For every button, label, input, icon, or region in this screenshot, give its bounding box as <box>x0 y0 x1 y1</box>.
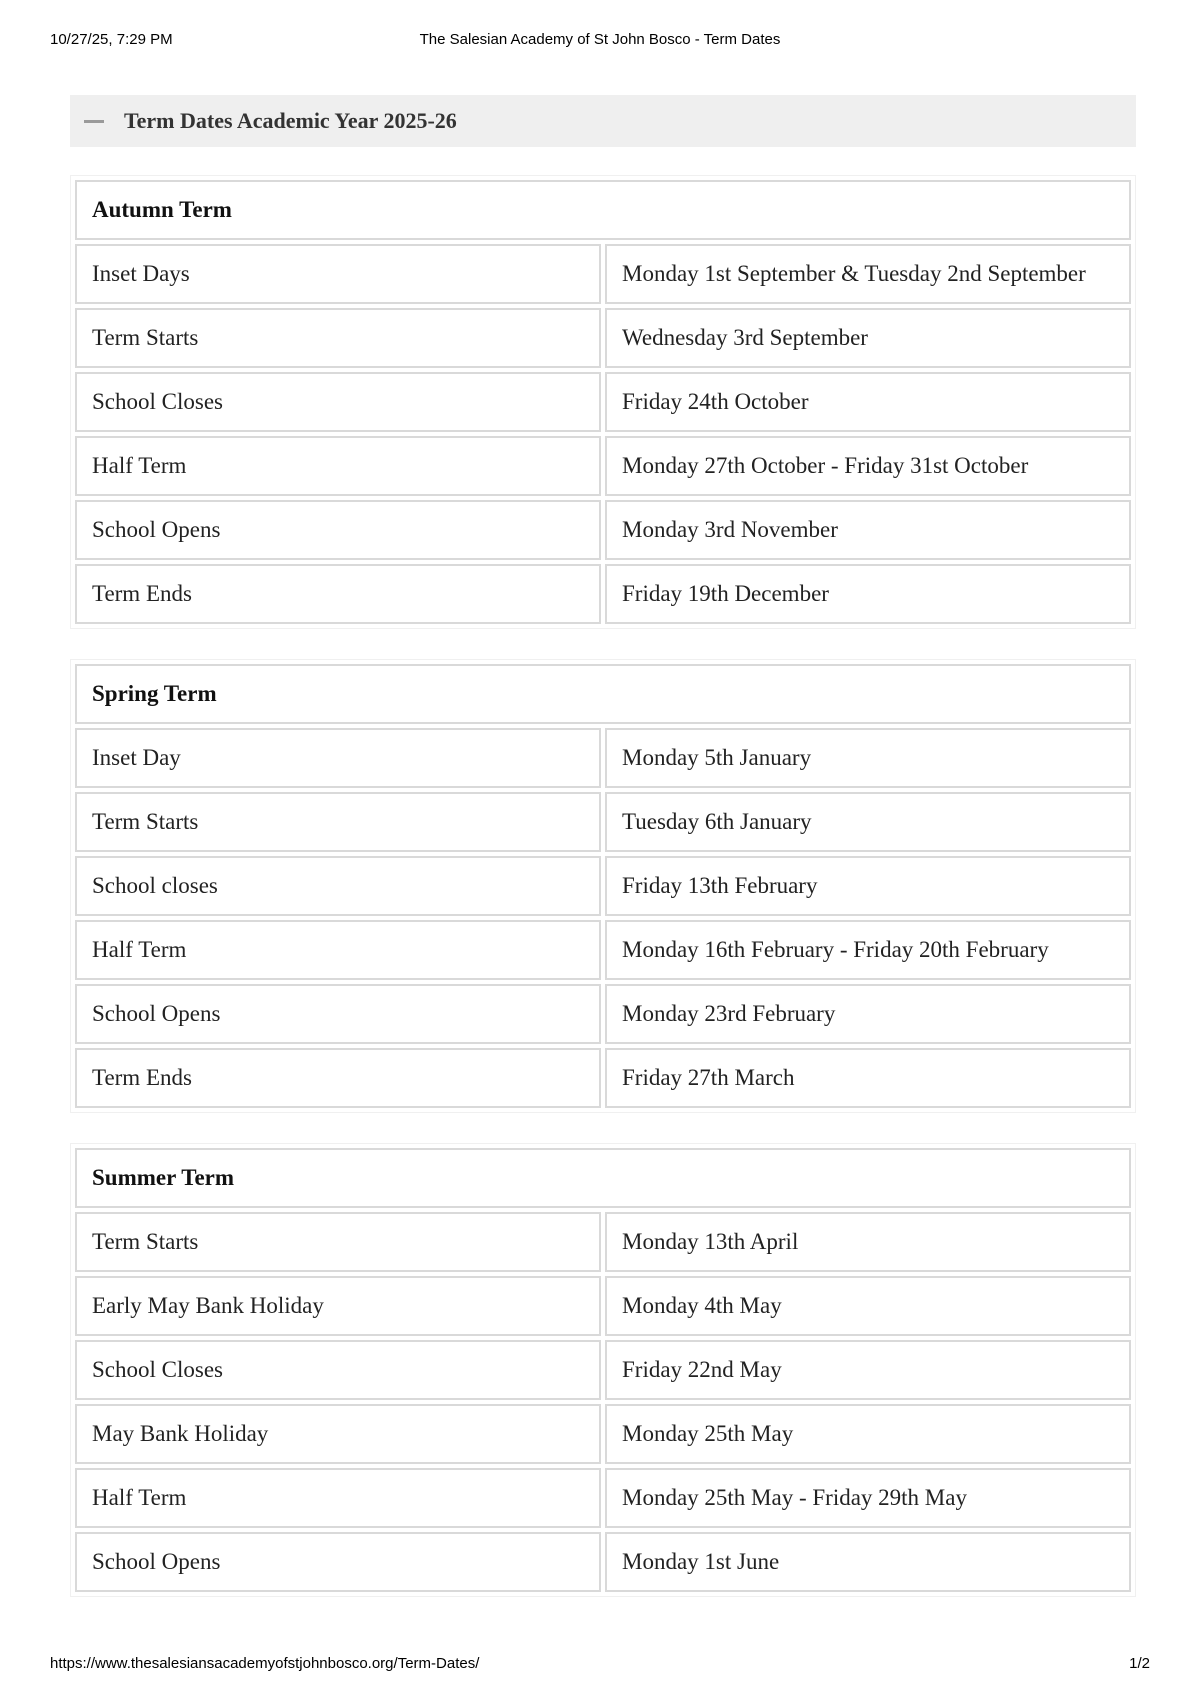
page-url: https://www.thesalesiansacademyofstjohnbosco.org/Term-Dates/ <box>50 1655 480 1672</box>
event-label: Term Starts <box>75 792 601 852</box>
table-row <box>75 1532 1131 1592</box>
event-label: Term Starts <box>75 308 601 368</box>
term-dates-accordion-toggle[interactable] <box>70 95 1136 147</box>
event-label: Half Term <box>75 1468 601 1528</box>
table-row <box>75 792 1131 852</box>
event-label: Early May Bank Holiday <box>75 1276 601 1336</box>
page-number: 1/2 <box>1129 1655 1150 1672</box>
event-date: Friday 19th December <box>605 564 1131 624</box>
summer-term-block <box>70 1143 1136 1597</box>
table-header-row <box>75 664 1131 724</box>
table-row <box>75 920 1131 980</box>
event-date: Monday 23rd February <box>605 984 1131 1044</box>
table-header-row <box>75 180 1131 240</box>
minus-icon[interactable] <box>84 120 104 123</box>
table-header-row <box>75 1148 1131 1208</box>
print-page-title: The Salesian Academy of St John Bosco - Term Dates <box>419 31 781 48</box>
event-label: School closes <box>75 856 601 916</box>
table-row <box>75 244 1131 304</box>
event-date: Wednesday 3rd September <box>605 308 1131 368</box>
table-row <box>75 1048 1131 1108</box>
print-footer <box>50 1655 1150 1675</box>
table-row <box>75 500 1131 560</box>
table-row <box>75 1468 1131 1528</box>
event-label: School Opens <box>75 1532 601 1592</box>
event-label: May Bank Holiday <box>75 1404 601 1464</box>
event-label: Term Ends <box>75 1048 601 1108</box>
event-date: Monday 1st June <box>605 1532 1131 1592</box>
spring-term-table <box>71 660 1135 1112</box>
event-label: Term Starts <box>75 1212 601 1272</box>
table-row <box>75 728 1131 788</box>
event-date: Monday 13th April <box>605 1212 1131 1272</box>
event-label: Inset Days <box>75 244 601 304</box>
event-label: Term Ends <box>75 564 601 624</box>
table-row <box>75 1276 1131 1336</box>
event-date: Friday 13th February <box>605 856 1131 916</box>
table-row <box>75 984 1131 1044</box>
event-date: Monday 25th May <box>605 1404 1131 1464</box>
event-date: Monday 25th May - Friday 29th May <box>605 1468 1131 1528</box>
print-header <box>50 31 1150 51</box>
event-label: School Opens <box>75 500 601 560</box>
event-date: Monday 1st September & Tuesday 2nd September <box>605 244 1131 304</box>
event-label: Inset Day <box>75 728 601 788</box>
event-label: School Closes <box>75 372 601 432</box>
event-date: Friday 22nd May <box>605 1340 1131 1400</box>
event-date: Friday 24th October <box>605 372 1131 432</box>
event-date: Monday 16th February - Friday 20th February <box>605 920 1131 980</box>
event-date: Tuesday 6th January <box>605 792 1131 852</box>
event-label: Half Term <box>75 436 601 496</box>
print-datetime: 10/27/25, 7:29 PM <box>50 31 173 48</box>
table-row <box>75 564 1131 624</box>
term-dates-content <box>70 175 1136 1627</box>
event-date: Monday 27th October - Friday 31st October <box>605 436 1131 496</box>
event-date: Monday 5th January <box>605 728 1131 788</box>
table-row <box>75 1340 1131 1400</box>
event-date: Friday 27th March <box>605 1048 1131 1108</box>
table-row <box>75 856 1131 916</box>
autumn-term-block <box>70 175 1136 629</box>
term-heading: Spring Term <box>75 664 1131 724</box>
table-row <box>75 372 1131 432</box>
event-label: School Opens <box>75 984 601 1044</box>
table-row <box>75 1404 1131 1464</box>
term-heading: Summer Term <box>75 1148 1131 1208</box>
table-row <box>75 308 1131 368</box>
event-label: School Closes <box>75 1340 601 1400</box>
event-date: Monday 4th May <box>605 1276 1131 1336</box>
table-row <box>75 436 1131 496</box>
table-row <box>75 1212 1131 1272</box>
event-label: Half Term <box>75 920 601 980</box>
summer-term-table <box>71 1144 1135 1596</box>
accordion-title: Term Dates Academic Year 2025-26 <box>124 108 457 133</box>
event-date: Monday 3rd November <box>605 500 1131 560</box>
spring-term-block <box>70 659 1136 1113</box>
autumn-term-table <box>71 176 1135 628</box>
term-heading: Autumn Term <box>75 180 1131 240</box>
